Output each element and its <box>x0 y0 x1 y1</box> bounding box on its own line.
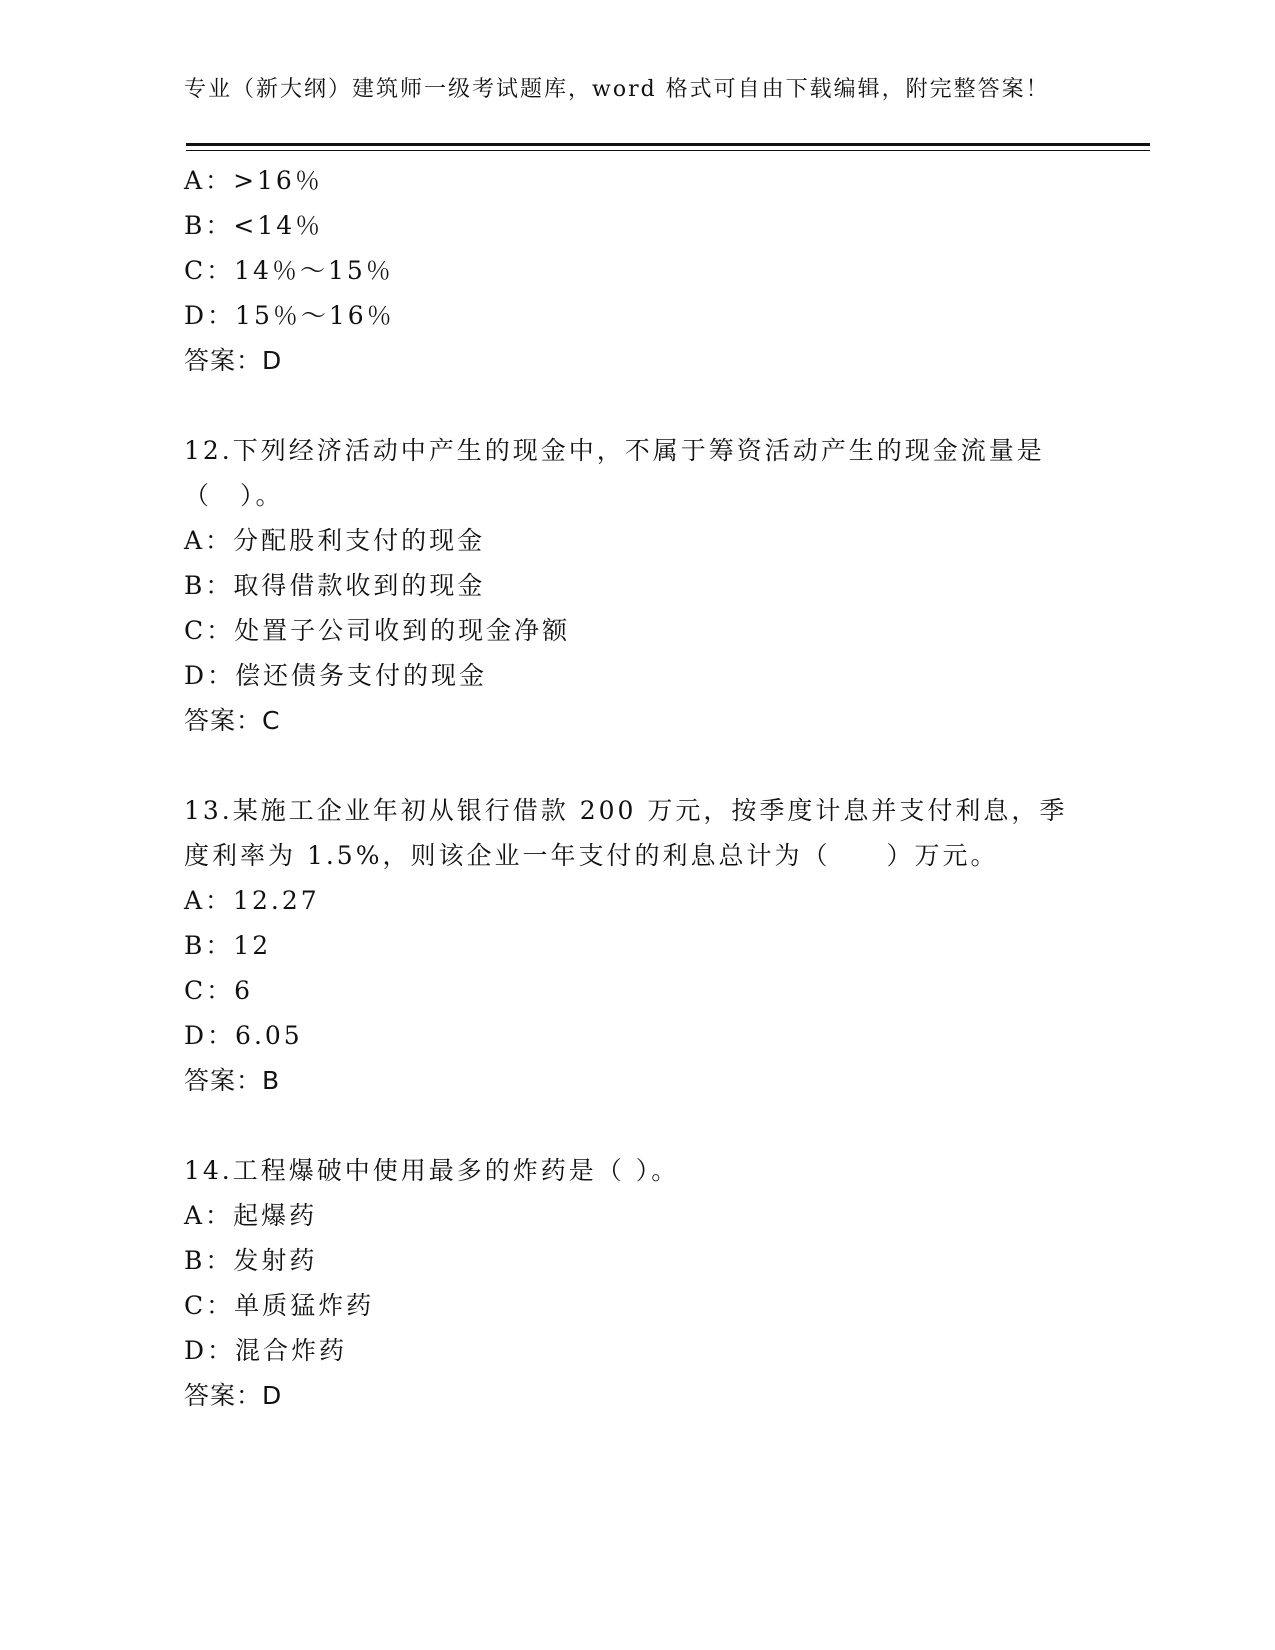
option-text: 14％～15％ <box>234 256 394 285</box>
option-a <box>184 1193 1084 1238</box>
option-label: D： <box>184 1336 236 1365</box>
option-label: C： <box>184 616 235 645</box>
option-text: 12 <box>233 931 272 960</box>
option-text: 6 <box>234 976 254 1005</box>
answer: 答案：B <box>184 1066 281 1095</box>
option-c <box>184 248 1084 293</box>
option-a <box>184 518 1084 563</box>
option-b <box>184 1238 1084 1283</box>
option-text: >16％ <box>233 166 323 195</box>
spacer <box>184 1103 1084 1148</box>
option-text: 单质猛炸药 <box>234 1291 375 1320</box>
option-text: 6.05 <box>235 1021 303 1050</box>
option-c <box>184 608 1084 653</box>
question-list <box>184 158 1084 1418</box>
option-text: 混合炸药 <box>235 1336 348 1365</box>
option-a <box>184 878 1084 923</box>
option-text: 处置子公司收到的现金净额 <box>234 616 571 645</box>
question-stem-continued: （ ）。 <box>184 481 284 510</box>
option-c <box>184 1283 1084 1328</box>
option-label: D： <box>184 301 236 330</box>
option-label: D： <box>184 661 236 690</box>
option-text: 分配股利支付的现金 <box>233 526 486 555</box>
option-label: A： <box>184 886 234 915</box>
option-label: A： <box>184 526 234 555</box>
option-text: <14％ <box>233 211 324 240</box>
header-divider <box>186 143 1150 151</box>
option-text: 起爆药 <box>233 1201 318 1230</box>
option-d <box>184 293 1084 338</box>
option-label: B： <box>184 211 234 240</box>
option-label: A： <box>184 1201 234 1230</box>
option-text: 取得借款收到的现金 <box>233 571 486 600</box>
question-13 <box>184 788 1084 1103</box>
option-b <box>184 923 1084 968</box>
answer: 答案：C <box>184 706 281 735</box>
option-label: C： <box>184 976 235 1005</box>
question-12 <box>184 428 1084 743</box>
option-label: C： <box>184 1291 235 1320</box>
option-text: 12.27 <box>233 886 320 915</box>
page-header: 专业（新大纲）建筑师一级考试题库，word 格式可自由下载编辑，附完整答案！ <box>184 77 1050 102</box>
option-label: D： <box>184 1021 236 1050</box>
option-a <box>184 158 1084 203</box>
option-text: 15％～16％ <box>235 301 395 330</box>
option-label: B： <box>184 1246 234 1275</box>
spacer <box>184 743 1084 788</box>
option-label: B： <box>184 931 234 960</box>
answer: 答案：D <box>184 346 283 375</box>
option-label: C： <box>184 256 235 285</box>
spacer <box>184 383 1084 428</box>
option-d <box>184 1328 1084 1373</box>
option-text: 偿还债务支付的现金 <box>235 661 488 690</box>
question-stem: 12.下列经济活动中产生的现金中，不属于筹资活动产生的现金流量是 <box>184 436 1045 465</box>
question-14 <box>184 1148 1084 1418</box>
option-d <box>184 653 1084 698</box>
option-d <box>184 1013 1084 1058</box>
option-b <box>184 563 1084 608</box>
question-11 <box>184 158 1084 383</box>
question-stem: 13.某施工企业年初从银行借款 200 万元，按季度计息并支付利息，季 <box>184 796 1068 825</box>
option-c <box>184 968 1084 1013</box>
option-text: 发射药 <box>233 1246 318 1275</box>
option-label: B： <box>184 571 234 600</box>
question-stem: 14.工程爆破中使用最多的炸药是（ ）。 <box>184 1156 680 1185</box>
question-stem-continued: 度利率为 1.5%，则该企业一年支付的利息总计为（ ）万元。 <box>184 841 999 870</box>
option-label: A： <box>184 166 234 195</box>
option-b <box>184 203 1084 248</box>
answer: 答案：D <box>184 1381 283 1410</box>
